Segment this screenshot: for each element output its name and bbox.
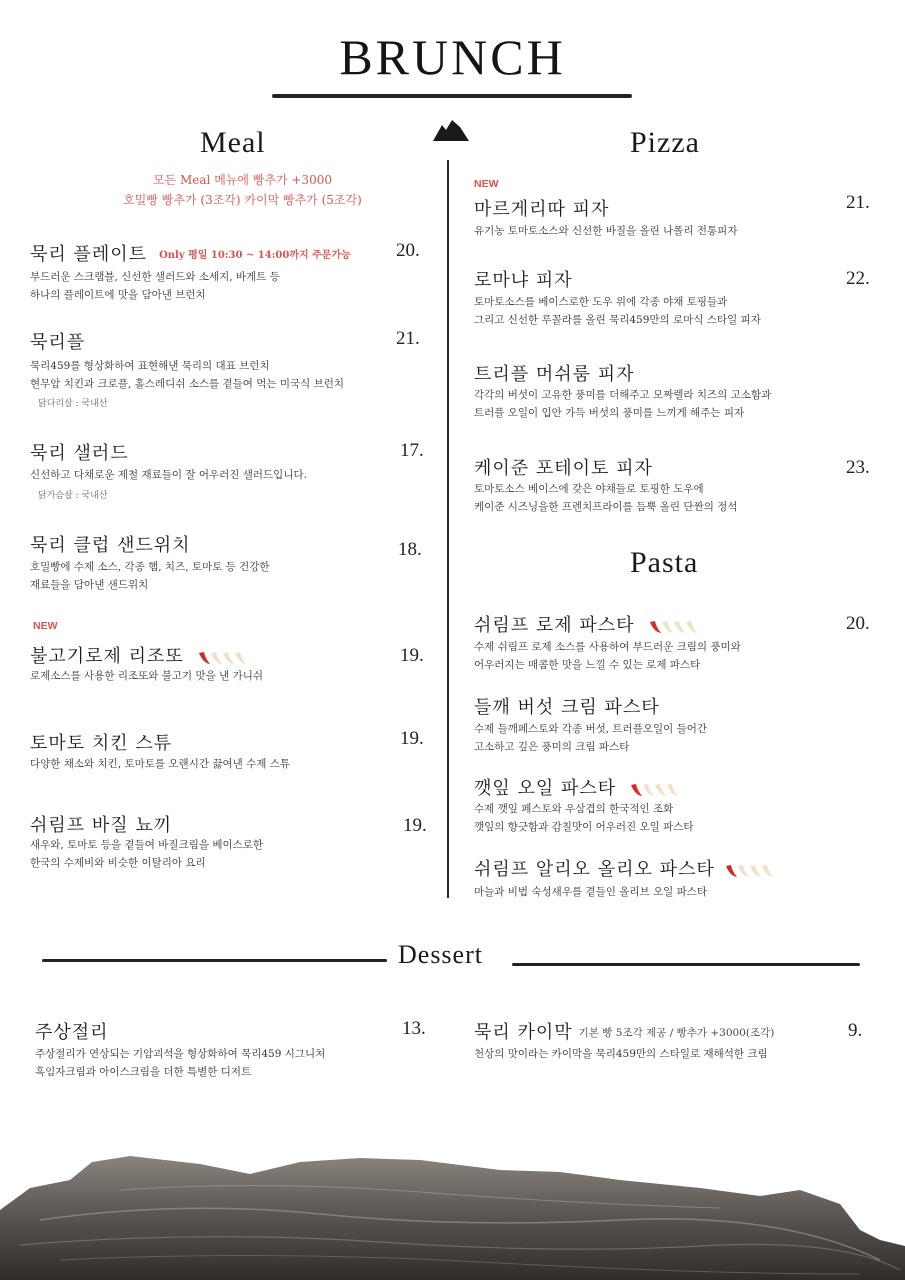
item-name: 마르게리따 피자 <box>474 199 610 220</box>
item-description: 토마토소스를 베이스로한 도우 위에 각종 야채 토핑들과 그리고 신선한 루꼴라를 올린 묵리459만의 로마식 스타일 피자 <box>474 296 761 326</box>
item-description: 다양한 채소와 치킨, 토마토를 오랜시간 끓여낸 수제 스튜 <box>30 758 290 770</box>
item-name: 로마냐 피자 <box>474 270 573 291</box>
bread-note: 기본 빵 5조각 제공 / 빵추가 +3000(조각) <box>578 1027 775 1039</box>
item-description: 토마토소스 베이스에 갖은 야채들로 토핑한 도우에 케이준 시즈닝을한 프렌치프라이를 듬뿍 올린 단짠의 정석 <box>474 483 738 513</box>
item-description: 로제소스를 사용한 리조또와 불고기 맛을 낸 가니쉬 <box>30 670 264 682</box>
item-name: 케이준 포테이토 피자 <box>474 458 653 479</box>
meal-heading: Meal <box>200 126 266 159</box>
menu-item-shrimp-aglio-olio <box>474 855 776 881</box>
item-description: 주상절리가 연상되는 기암괴석을 형상화하여 묵리459 시그니처 흑임자크림과 아이스크림을 더한 특별한 디저트 <box>35 1048 326 1078</box>
meal-note <box>40 170 445 210</box>
meal-note-line-2: 호밀빵 빵추가 (3조각) 카이막 빵추가 (5조각) <box>123 193 362 207</box>
new-badge: NEW <box>33 620 58 632</box>
item-description: 부드러운 스크램블, 신선한 샐러드와 소세지, 바게트 등 하나의 플레이트에 맛을 담아낸 브런치 <box>30 271 280 301</box>
menu-item-perilla-oil-pasta <box>474 774 681 800</box>
item-name: 묵리 카이막 <box>474 1022 573 1043</box>
pizza-heading: Pizza <box>630 126 700 159</box>
item-price: 22. <box>846 268 870 289</box>
dessert-rule-left <box>42 959 387 962</box>
menu-item-bulgogi-risotto <box>30 642 249 668</box>
title-brush-rule <box>272 94 632 98</box>
item-description: 유기농 토마토소스와 신선한 바질을 올린 나폴리 전통피자 <box>474 225 738 237</box>
item-description: 천상의 맛이라는 카이막을 묵리459만의 스타일로 재해석한 크림 <box>474 1048 768 1060</box>
chili-pepper-icon <box>724 862 776 880</box>
basalt-rock-image <box>0 1150 905 1280</box>
meal-note-line-1: 모든 Meal 메뉴에 빵추가 +3000 <box>153 173 332 187</box>
mountain-icon <box>433 119 469 141</box>
chili-pepper-icon <box>197 649 249 667</box>
item-name: 불고기로제 리조또 <box>30 646 184 667</box>
menu-title: BRUNCH <box>339 29 566 85</box>
weekday-only-note: Only 평일 10:30 ~ 14:00까지 주문가능 <box>159 250 351 261</box>
item-description: 수제 깻잎 페스토와 우삼겹의 한국적인 조화 깻잎의 향긋함과 감칠맛이 어우러진 오일 파스타 <box>474 803 694 833</box>
item-price: 20. <box>396 240 420 261</box>
menu-item-mukri-plate <box>30 240 351 266</box>
item-price: 23. <box>846 457 870 478</box>
item-description: 수제 들깨페스토와 각종 버섯, 트러플오일이 들어간 고소하고 깊은 풍미의 크림 파스타 <box>474 723 708 753</box>
item-name: 토마토 치킨 스튜 <box>30 733 173 754</box>
item-price: 18. <box>398 539 422 560</box>
origin-note: 닭다리살 : 국내산 <box>38 399 108 409</box>
chili-pepper-icon <box>629 781 681 799</box>
item-price: 13. <box>402 1018 426 1039</box>
menu-item-mukri-kaymak <box>474 1018 774 1044</box>
item-price: 9. <box>848 1020 863 1041</box>
dessert-heading: Dessert <box>398 940 483 969</box>
pasta-heading: Pasta <box>630 546 699 579</box>
item-name: 트리플 머쉬룸 피자 <box>474 364 635 385</box>
item-name: 묵리 샐러드 <box>30 443 129 464</box>
item-name: 들깨 버섯 크림 파스타 <box>474 697 660 718</box>
item-name: 쉬림프 로제 파스타 <box>474 615 635 636</box>
item-name: 쉬림프 알리오 올리오 파스타 <box>474 859 715 880</box>
item-name: 묵리 클럽 샌드위치 <box>30 535 191 556</box>
item-description: 신선하고 다채로운 제철 재료들이 잘 어우러진 샐러드입니다. <box>30 469 307 481</box>
item-name: 깻잎 오일 파스타 <box>474 778 617 799</box>
item-price: 20. <box>846 613 870 634</box>
item-name: 묵리 플레이트 <box>30 244 148 265</box>
origin-note: 닭가슴살 : 국내산 <box>38 491 108 501</box>
item-price: 19. <box>403 815 427 836</box>
dessert-rule-right <box>512 963 860 966</box>
item-name: 주상절리 <box>35 1022 109 1043</box>
item-description: 호밀빵에 수제 소스, 각종 햄, 치즈, 토마토 등 건강한 재료들을 담아낸 샌드위치 <box>30 561 270 591</box>
new-badge: NEW <box>474 178 499 190</box>
item-price: 19. <box>400 645 424 666</box>
item-description: 묵리459를 형상화하여 표현해낸 묵리의 대표 브런치 현무암 치킨과 크로플, 홀스레디쉬 소스를 곁들여 먹는 미국식 브런치 <box>30 360 345 390</box>
item-description: 수제 쉬림프 로제 소스를 사용하여 부드러운 크림의 풍미와 어우러지는 매콤한 맛을 느낄 수 있는 로제 파스타 <box>474 641 741 671</box>
item-description: 새우와, 토마토 등을 곁들여 바질크림을 베이스로한 한국의 수제비와 비슷한 이탈리아 요리 <box>30 839 264 869</box>
menu-item-shrimp-rose-pasta <box>474 611 700 637</box>
chili-pepper-icon <box>648 618 700 636</box>
column-divider <box>447 160 449 898</box>
item-description: 각각의 버섯이 고유한 풍미를 더해주고 모짜렐라 치즈의 고소함과 트러플 오일이 입안 가득 버섯의 풍미를 느끼게 해주는 피자 <box>474 389 772 419</box>
item-price: 17. <box>400 440 424 461</box>
item-description: 마늘과 비법 숙성새우를 곁들인 올리브 오일 파스타 <box>474 886 708 898</box>
item-price: 21. <box>846 192 870 213</box>
item-price: 21. <box>396 328 420 349</box>
item-name: 쉬림프 바질 뇨끼 <box>30 815 173 836</box>
item-name: 묵리플 <box>30 332 86 353</box>
item-price: 19. <box>400 728 424 749</box>
